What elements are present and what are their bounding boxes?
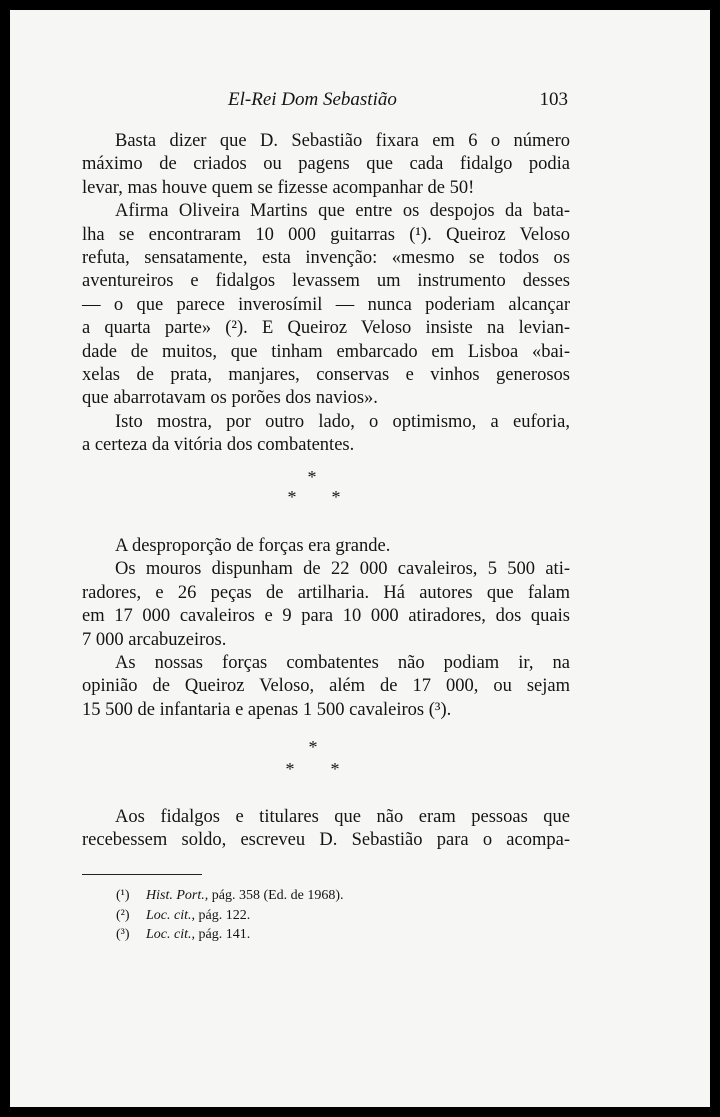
running-title: El-Rei Dom Sebastião — [228, 89, 397, 110]
text-line: em 17 000 cavaleiros e 9 para 10 000 atiradores, dos quais — [82, 606, 570, 627]
page-number: 103 — [539, 89, 568, 110]
text-line: Afirma Oliveira Martins que entre os despojos da bata- — [115, 201, 570, 222]
text-line: que abarrotavam os porões dos navios». — [82, 388, 378, 409]
text-line: Isto mostra, por outro lado, o optimismo, a euforia, — [115, 411, 570, 432]
footnote-reference: pág. 141. — [195, 927, 251, 942]
text-line: recebessem soldo, escreveu D. Sebastião para o acompa- — [82, 830, 570, 851]
section-3-text — [82, 806, 570, 853]
text-line: As nossas forças combatentes não podiam ir, na — [115, 652, 570, 673]
asterism-left-star: * — [285, 759, 295, 779]
footnote-source: Loc. cit., — [146, 927, 195, 942]
text-line: A desproporção de forças era grande. — [115, 536, 391, 556]
footnote-rule — [82, 874, 202, 875]
footnote-mark: (²) — [116, 907, 130, 923]
text-line: aventureiros e fidalgos levassem um instrumento desses — [82, 271, 570, 292]
text-line: refuta, sensatamente, esta invenção: «mesmo se todos os — [82, 247, 570, 268]
text-line: Basta dizer que D. Sebastião fixara em 6 o número — [115, 131, 570, 151]
text-line: radores, e 26 peças de artilharia. Há autores que falam — [82, 582, 570, 603]
footnote-source: Loc. cit., — [146, 907, 195, 923]
asterism-right-star: * — [330, 759, 340, 779]
asterism-left-star: * — [287, 487, 297, 507]
book-page — [10, 10, 710, 1107]
asterism-top-star: * — [308, 737, 318, 757]
text-line: 15 500 de infantaria e apenas 1 500 cavaleiros (³). — [82, 699, 452, 720]
asterism-right-star: * — [331, 487, 341, 507]
footnote-mark: (¹) — [116, 888, 130, 903]
footnote-mark: (³) — [116, 927, 130, 942]
text-line: a quarta parte» (²). E Queiroz Veloso insiste na levian- — [82, 318, 570, 339]
footnotes — [116, 886, 344, 945]
section-1-text — [82, 130, 570, 457]
text-line: 7 000 arcabuzeiros. — [82, 629, 227, 650]
text-line: máximo de criados ou pagens que cada fidalgo podia — [82, 154, 570, 175]
text-line: a certeza da vitória dos combatentes. — [82, 435, 355, 456]
asterism-top-star: * — [307, 467, 317, 487]
text-line: lha se encontraram 10 000 guitarras (¹). Queiroz Veloso — [82, 224, 570, 245]
text-line: Aos fidalgos e titulares que não eram pessoas que — [115, 807, 570, 827]
footnote — [116, 925, 344, 945]
text-line: dade de muitos, que tinham embarcado em Lisboa «bai- — [82, 341, 570, 362]
footnote-reference: pág. 358 (Ed. de 1968). — [208, 888, 344, 903]
text-line: xelas de prata, manjares, conservas e vinhos generosos — [82, 364, 570, 385]
footnote-reference: pág. 122. — [195, 907, 251, 923]
text-line: levar, mas houve quem se fizesse acompanhar de 50! — [82, 177, 475, 198]
footnote — [116, 886, 344, 906]
footnote — [116, 906, 344, 926]
footnote-source: Hist. Port., — [146, 888, 209, 903]
text-line: Os mouros dispunham de 22 000 cavaleiros, 5 500 ati- — [115, 559, 570, 580]
text-line: opinião de Queiroz Veloso, além de 17 000, ou sejam — [82, 676, 570, 697]
section-2-text — [82, 535, 570, 722]
text-line: — o que parece inverosímil — nunca poderiam alcançar — [82, 294, 570, 315]
